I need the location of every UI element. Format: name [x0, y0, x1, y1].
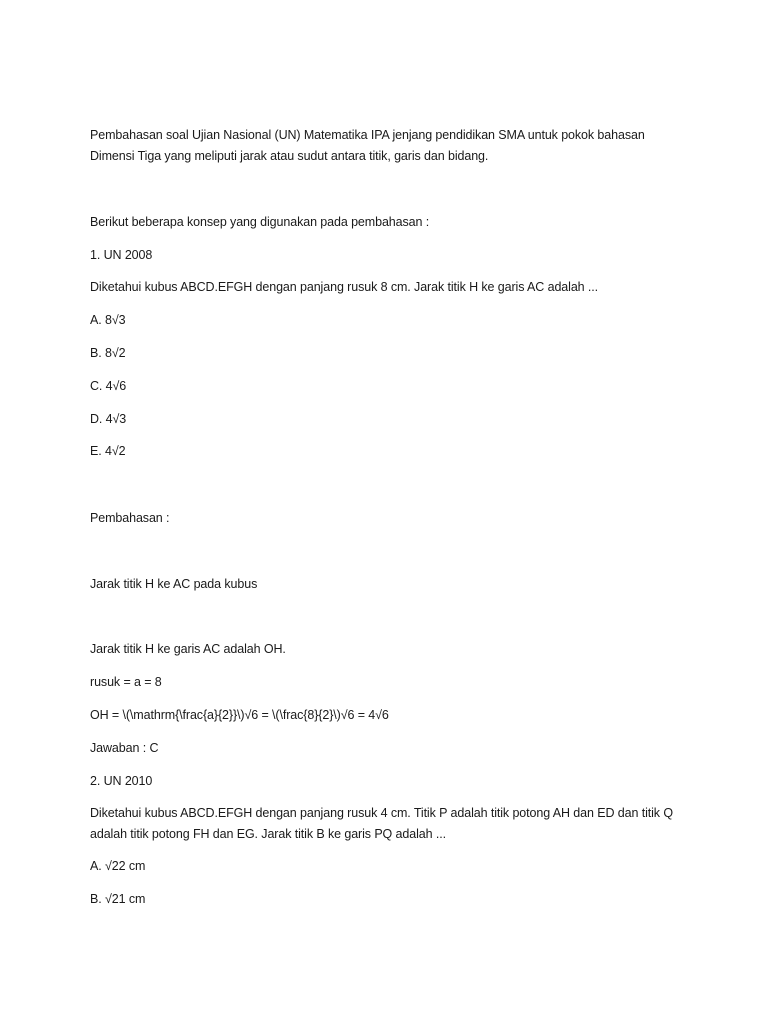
- q1-option-a: A. 8√3: [90, 313, 126, 327]
- intro-line-2: Dimensi Tiga yang meliputi jarak atau sudut antara titik, garis dan bidang.: [90, 149, 489, 163]
- q1-answer: Jawaban : C: [90, 741, 159, 755]
- q1-option-d: D. 4√3: [90, 412, 127, 426]
- q1-step-2: rusuk = a = 8: [90, 675, 162, 689]
- concepts-heading: Berikut beberapa konsep yang digunakan pada pembahasan :: [90, 215, 430, 229]
- q1-option-c: C. 4√6: [90, 379, 127, 393]
- q1-title: 1. UN 2008: [90, 248, 153, 262]
- q1-step-3: OH = \(\mathrm{\frac{a}{2}}\)√6 = \(\frac{8}{2}\)√6 = 4√6: [90, 708, 389, 722]
- intro-line-1: Pembahasan soal Ujian Nasional (UN) Matematika IPA jenjang pendidikan SMA untuk pokok bahasan: [90, 128, 645, 142]
- q2-option-b: B. √21 cm: [90, 892, 146, 906]
- q2-option-a: A. √22 cm: [90, 859, 146, 873]
- q1-discussion-label: Pembahasan :: [90, 511, 170, 525]
- q2-question-line-2: adalah titik potong FH dan EG. Jarak titik B ke garis PQ adalah ...: [90, 827, 446, 841]
- q1-option-b: B. 8√2: [90, 346, 126, 360]
- q2-title: 2. UN 2010: [90, 774, 153, 788]
- q2-question-line-1: Diketahui kubus ABCD.EFGH dengan panjang rusuk 4 cm. Titik P adalah titik potong AH dan ED dan titik Q: [90, 806, 673, 820]
- q1-step-1: Jarak titik H ke garis AC adalah OH.: [90, 642, 286, 656]
- q1-question: Diketahui kubus ABCD.EFGH dengan panjang rusuk 8 cm. Jarak titik H ke garis AC adalah ...: [90, 280, 599, 294]
- q1-option-e: E. 4√2: [90, 444, 126, 458]
- q1-figure-caption: Jarak titik H ke AC pada kubus: [90, 577, 258, 591]
